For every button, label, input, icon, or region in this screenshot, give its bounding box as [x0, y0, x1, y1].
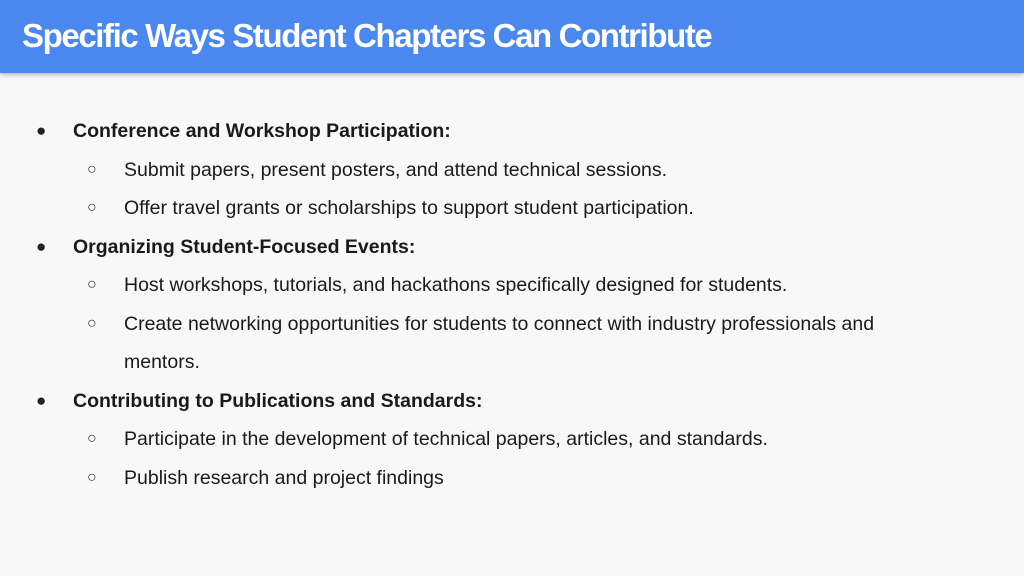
bullet-heading: Conference and Workshop Participation:	[73, 120, 451, 142]
bullet-list	[0, 112, 1024, 497]
hollow-bullet-icon: ○	[87, 314, 97, 332]
sub-bullet-item	[0, 420, 1024, 459]
sub-bullet-text: Create networking opportunities for students to connect with industry professionals and	[124, 312, 875, 335]
bullet-heading: Organizing Student-Focused Events:	[73, 235, 416, 258]
bullet-item	[0, 382, 1024, 421]
sub-bullet-text: Offer travel grants or scholarships to support student participation.	[124, 197, 694, 219]
hollow-bullet-icon: ○	[87, 276, 97, 293]
sub-bullet-text: mentors.	[124, 351, 200, 373]
bullet-item	[0, 112, 1024, 151]
filled-bullet-icon: ●	[36, 236, 47, 256]
sub-bullet-item	[0, 266, 1024, 305]
filled-bullet-icon: ●	[36, 121, 47, 140]
sub-bullet-text: Host workshops, tutorials, and hackathons specifically designed for students.	[124, 274, 788, 296]
sub-bullet-continuation	[0, 343, 1024, 382]
sub-bullet-text: Publish research and project findings	[124, 466, 444, 489]
hollow-bullet-icon: ○	[87, 430, 97, 447]
hollow-bullet-icon: ○	[87, 160, 97, 178]
hollow-bullet-icon: ○	[87, 199, 97, 216]
sub-bullet-text: Participate in the development of technical papers, articles, and standards.	[124, 428, 768, 450]
hollow-bullet-icon: ○	[87, 468, 97, 486]
sub-bullet-item	[0, 305, 1024, 344]
bullet-item	[0, 228, 1024, 267]
sub-bullet-item	[0, 189, 1024, 228]
sub-bullet-item	[0, 459, 1024, 498]
slide-header	[0, 0, 1024, 73]
slide-title: Specific Ways Student Chapters Can Contribute	[22, 17, 712, 54]
bullet-heading: Contributing to Publications and Standards:	[73, 389, 483, 412]
sub-bullet-item	[0, 151, 1024, 190]
filled-bullet-icon: ●	[36, 390, 47, 410]
sub-bullet-text: Submit papers, present posters, and attend technical sessions.	[124, 158, 668, 181]
